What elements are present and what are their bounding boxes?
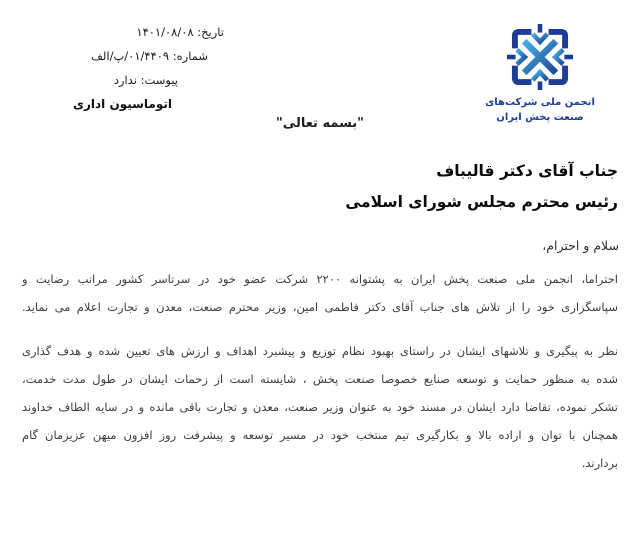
body-paragraph-2: [22, 337, 618, 477]
body-line: بردارند.: [581, 456, 618, 470]
letter-attachment: پیوست: ندارد: [113, 73, 178, 87]
salutation: سلام و احترام،: [542, 238, 619, 253]
association-logo: [455, 24, 625, 125]
letter-number: شماره: ۰۱/۴۴۰۹/پ/الف: [90, 49, 208, 63]
body-line: شده به منظور حمایت و توسعه صنایع خصوصا صنعت پخش ، شایسته است از زحمات ایشان در طول مدت خدمت،: [22, 372, 618, 386]
association-logo-icon: [507, 24, 573, 90]
body-line: احتراما، انجمن ملی صنعت پخش ایران به پشتوانه ۲۲۰۰ شرکت عضو خود در سرتاسر کشور مراتب رضایت و: [22, 272, 618, 286]
recipient-name: جناب آقای دکتر قالیباف: [436, 162, 618, 180]
letter-date: تاریخ: ۱۴۰۱/۰۸/۰۸: [136, 25, 224, 39]
association-name-line1: انجمن ملی شرکت‌های: [485, 97, 595, 108]
recipient-block: [345, 156, 618, 218]
association-name-line2: صنعت پخش ایران: [496, 111, 584, 123]
body-line: سپاسگزاری خود را از تلاش های جناب آقای دکتر فاطمی امین، وزیر محترم صنعت، معدن و تجارت اعلام می نماید.: [22, 300, 618, 314]
bismillah-heading: "بسمه تعالی": [276, 116, 364, 131]
recipient-title: رئیس محترم مجلس شورای اسلامی: [345, 193, 618, 211]
letter-automation-label: اتوماسیون اداری: [72, 97, 172, 111]
body-paragraph-1: [22, 265, 618, 321]
body-line: تشکر نموده، تقاضا دارد ایشان در مسند خود به عنوان وزیر صنعت، معدن و تجارت باقی مانده و در سایه الطاف خداوند: [22, 400, 618, 414]
body-line: همچنان با توان و اراده بالا و بکارگیری تیم منتخب خود در مسیر توسعه و پیشرفت روز افزون میهن عزیزمان گام: [22, 428, 618, 442]
body-line: نظر به پیگیری و تلاشهای ایشان در راستای بهبود نظام توزیع و پیشبرد اهداف و ارزش های تعیین شده و هدف گذاری: [22, 344, 618, 358]
